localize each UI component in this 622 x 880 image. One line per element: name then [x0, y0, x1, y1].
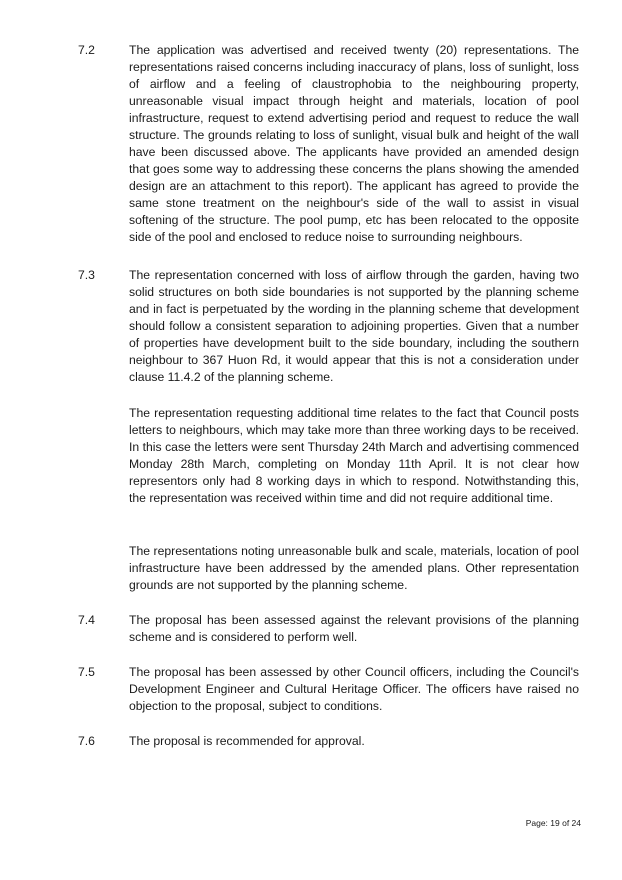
page-number-footer: Page: 19 of 24 — [525, 818, 581, 828]
section-paragraph: The application was advertised and received twenty (20) representations. The representations raised concerns including inaccuracy of plans, loss of sunlight, loss of airflow and a feeling of claustrophobia to the neighbouring property, unreasonable visual impact through height and materials, location of pool infrastructure, request to extend advertising period and request to reduce the wall structure. The grounds relating to loss of sunlight, visual bulk and height of the wall have been discussed above. The applicants have provided an amended design that goes some way to addressing these concerns the plans showing the amended design are an attachment to this report). The applicant has agreed to provide the same stone treatment on the neighbour's side of the wall to assist in visual softening of the structure. The pool pump, etc has been relocated to the opposite side of the pool and enclosed to reduce noise to surrounding neighbours. — [129, 43, 579, 244]
section-number: 7.4 — [78, 613, 95, 627]
section-paragraph: The representation concerned with loss of airflow through the garden, having two solid structures on both side boundaries is not supported by the planning scheme and in fact is perpetuated by the wording in the planning scheme that development should follow a consistent separation to adjoining properties. Given that a number of properties have development built to the side boundary, including the southern neighbour to 367 Huon Rd, it would appear that this is not a consideration under clause 11.4.2 of the planning scheme. — [129, 268, 579, 384]
section-number: 7.6 — [78, 734, 95, 748]
section-paragraph: The proposal has been assessed against the relevant provisions of the planning scheme and is considered to perform well. — [129, 613, 579, 644]
section-number: 7.2 — [78, 43, 95, 57]
section-paragraph: The proposal has been assessed by other Council officers, including the Council's Development Engineer and Cultural Heritage Officer. The officers have raised no objection to the proposal, subject to conditions. — [129, 665, 579, 713]
section-paragraph: The representations noting unreasonable bulk and scale, materials, location of pool infrastructure have been addressed by the amended plans. Other representation grounds are not supported by the planning scheme. — [129, 544, 579, 592]
section-paragraph: The proposal is recommended for approval. — [129, 734, 365, 748]
section-number: 7.5 — [78, 665, 95, 679]
section-number: 7.3 — [78, 268, 95, 282]
section-paragraph: The representation requesting additional time relates to the fact that Council posts letters to neighbours, which may take more than three working days to be received. In this case the letters were sent Thursday 24th March and advertising commenced Monday 28th March, completing on Monday 11th April. It is not clear how representors only had 8 working days in which to respond. Notwithstanding this, the representation was received within time and did not require additional time. — [129, 406, 579, 505]
